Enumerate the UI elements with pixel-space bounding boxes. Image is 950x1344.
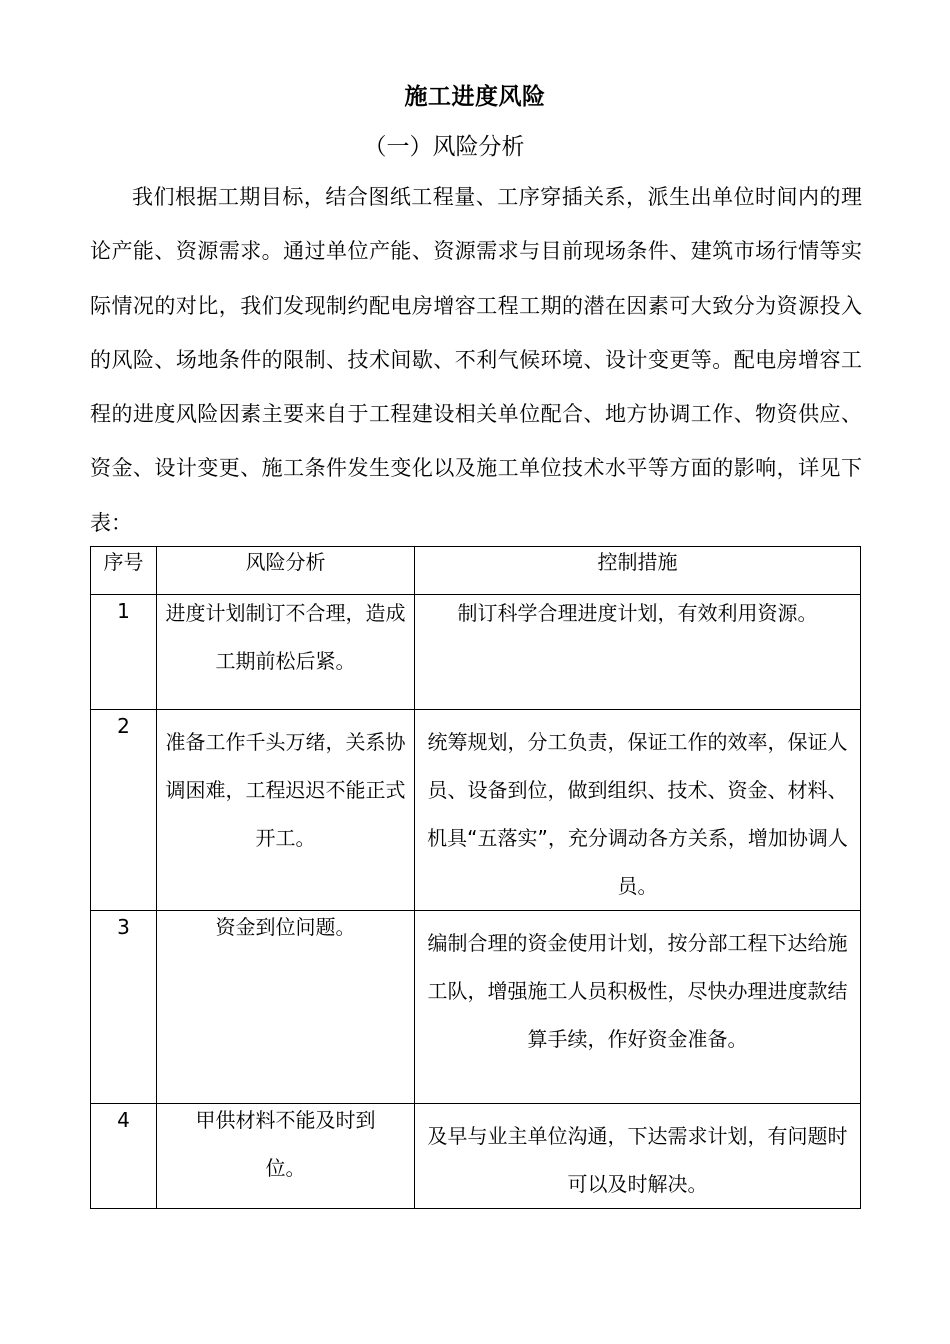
row-number: 3 bbox=[117, 915, 130, 939]
measure-text: 制订科学合理进度计划，有效利用资源。 bbox=[457, 601, 818, 625]
intro-paragraph: 我们根据工期目标，结合图纸工程量、工序穿插关系，派生出单位时间内的理论产能、资源需求。通过单位产能、资源需求与目前现场条件、建筑市场行情等实际情况的对比，我们发现制约配电房增容工程工期的潜在因素可大致分为资源投入的风险、场地条件的限制、技术间歇、不利气候环境、设计变更等。配电房增容工程的进度风险因素主要来自于工程建设相关单位配合、地方协调工作、物资供应、资金、设计变更、施工条件发生变化以及施工单位技术水平等方面的影响，详见下表： bbox=[90, 185, 862, 535]
table-row bbox=[91, 1104, 861, 1209]
table-row bbox=[91, 710, 861, 911]
row-number: 1 bbox=[117, 599, 130, 623]
measure-text: 编制合理的资金使用计划，按分部工程下达给施工队，增强施工人员积极性，尽快办理进度款结算手续，作好资金准备。 bbox=[427, 931, 848, 1051]
risk-text: 资金到位问题。 bbox=[215, 915, 356, 939]
risk-text: 甲供材料不能及时到位。 bbox=[195, 1108, 376, 1180]
risk-text: 进度计划制订不合理，造成工期前松后紧。 bbox=[165, 601, 406, 673]
header-no: 序号 bbox=[91, 547, 157, 595]
page-title: 施工进度风险 bbox=[404, 84, 546, 110]
risk-table bbox=[90, 546, 861, 1209]
measure-text: 统筹规划，分工负责，保证工作的效率，保证人员、设备到位，做到组织、技术、资金、材料、机具“五落实”，充分调动各方关系，增加协调人员。 bbox=[427, 730, 848, 898]
table-header-row bbox=[91, 547, 861, 595]
table-row bbox=[91, 595, 861, 710]
measure-text: 及早与业主单位沟通，下达需求计划，有问题时可以及时解决。 bbox=[427, 1124, 848, 1196]
risk-text: 准备工作千头万绪，关系协调困难，工程迟迟不能正式开工。 bbox=[165, 730, 406, 850]
header-measure: 控制措施 bbox=[415, 547, 861, 595]
header-risk: 风险分析 bbox=[157, 547, 415, 595]
row-number: 2 bbox=[117, 714, 130, 738]
table-row bbox=[91, 911, 861, 1104]
section-heading: （一）风险分析 bbox=[363, 134, 525, 160]
row-number: 4 bbox=[117, 1108, 130, 1132]
